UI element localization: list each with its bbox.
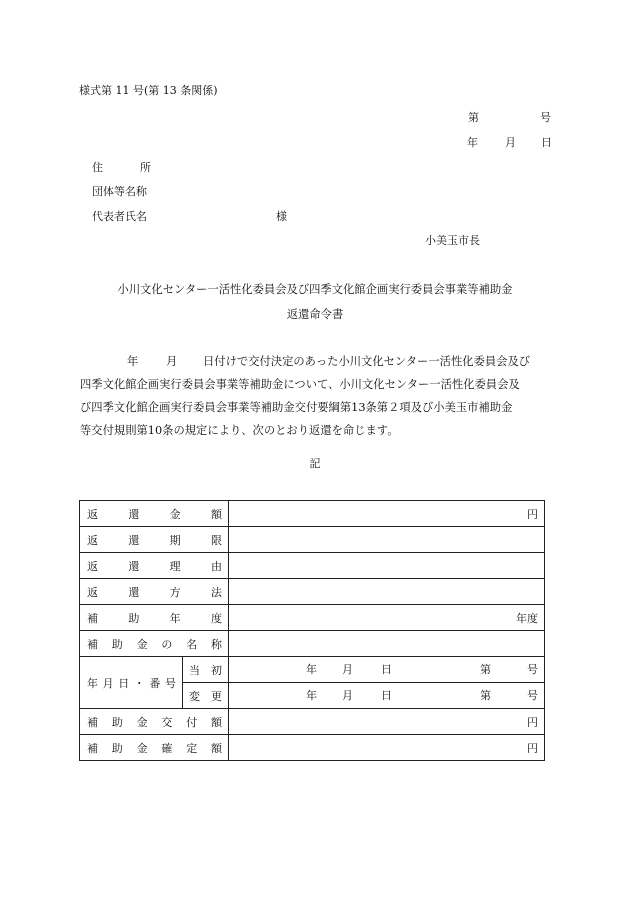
label-text: 返 還 理 由	[87, 559, 222, 573]
subsidy-name-value[interactable]	[229, 631, 545, 657]
body-paragraph	[80, 350, 550, 442]
row-label	[80, 631, 229, 657]
initial-day: 日	[381, 663, 392, 676]
address-label-2: 所	[140, 161, 151, 174]
row-label	[80, 579, 229, 605]
refund-amount-value[interactable]: 円	[229, 501, 545, 527]
table-row	[80, 605, 545, 631]
body-line-3: び四季文化館企画実行委員会事業等補助金交付要綱第13条第２項及び小美玉市補助金	[80, 401, 513, 414]
table-row	[80, 631, 545, 657]
table-row	[80, 735, 545, 761]
body-line-4: 等交付規則第10条の規定により、次のとおり返還を命じます。	[80, 424, 399, 437]
body-year: 年	[127, 355, 139, 368]
grant-amount-value[interactable]: 円	[229, 709, 545, 735]
change-month: 月	[342, 689, 353, 702]
table-row	[80, 657, 545, 683]
label-text: 補 助 金 の 名 称	[87, 637, 222, 651]
change-number-prefix: 第	[480, 689, 491, 702]
label-text: 補 助 金 確 定 額	[87, 741, 222, 755]
label-text: 年 月 日 ・ 番 号	[87, 676, 176, 690]
row-label	[80, 501, 229, 527]
change-number-suffix: 号	[527, 689, 538, 702]
address-label-1: 住	[92, 161, 103, 174]
row-label	[80, 735, 229, 761]
table-row	[80, 579, 545, 605]
representative-label: 代表者氏名	[92, 210, 147, 223]
ki-marker: 記	[309, 457, 321, 470]
date-year: 年	[467, 136, 478, 149]
table-row	[80, 553, 545, 579]
date-number-label	[80, 657, 183, 709]
body-month: 月	[166, 355, 178, 368]
table-row	[80, 709, 545, 735]
label-text: 返 還 期 限	[87, 533, 222, 547]
change-day: 日	[381, 689, 392, 702]
label-text: 補 助 年 度	[87, 611, 222, 625]
initial-label: 当 初	[183, 657, 229, 683]
row-label	[80, 527, 229, 553]
row-label	[80, 709, 229, 735]
form-number: 様式第 11 号(第 13 条関係)	[79, 84, 218, 97]
row-label	[80, 553, 229, 579]
initial-month: 月	[342, 663, 353, 676]
issuer: 小美玉市長	[425, 234, 480, 247]
document-number-prefix: 第	[468, 111, 479, 124]
date-day: 日	[541, 136, 552, 149]
initial-number-suffix: 号	[527, 663, 538, 676]
refund-deadline-value[interactable]	[229, 527, 545, 553]
confirmed-amount-value[interactable]: 円	[229, 735, 545, 761]
change-year: 年	[306, 689, 317, 702]
change-label: 変 更	[183, 683, 229, 709]
refund-details-table	[79, 500, 545, 761]
body-line-1-rest: 日付けで交付決定のあった小川文化センター一活性化委員会及び	[203, 355, 531, 368]
body-line-1	[80, 350, 550, 373]
honorific: 様	[276, 210, 287, 223]
title-line-2: 返還命令書	[286, 308, 344, 321]
document-number-suffix: 号	[540, 111, 551, 124]
refund-method-value[interactable]	[229, 579, 545, 605]
change-date-number-value[interactable]	[229, 683, 545, 709]
table-row	[80, 527, 545, 553]
row-label	[80, 605, 229, 631]
initial-year: 年	[306, 663, 317, 676]
date-month: 月	[505, 136, 516, 149]
label-text: 補 助 金 交 付 額	[87, 715, 222, 729]
label-text: 返 還 方 法	[87, 585, 222, 599]
refund-reason-value[interactable]	[229, 553, 545, 579]
organization-label: 団体等名称	[92, 185, 147, 198]
body-line-2: 四季文化館企画実行委員会事業等補助金について、小川文化センター一活性化委員会及	[80, 378, 520, 391]
table-row	[80, 501, 545, 527]
title-line-1: 小川文化センター一活性化委員会及び四季文化館企画実行委員会事業等補助金	[117, 283, 513, 296]
subsidy-fiscal-year-value[interactable]: 年度	[229, 605, 545, 631]
initial-date-number-value[interactable]	[229, 657, 545, 683]
initial-number-prefix: 第	[480, 663, 491, 676]
label-text: 返 還 金 額	[87, 507, 222, 521]
